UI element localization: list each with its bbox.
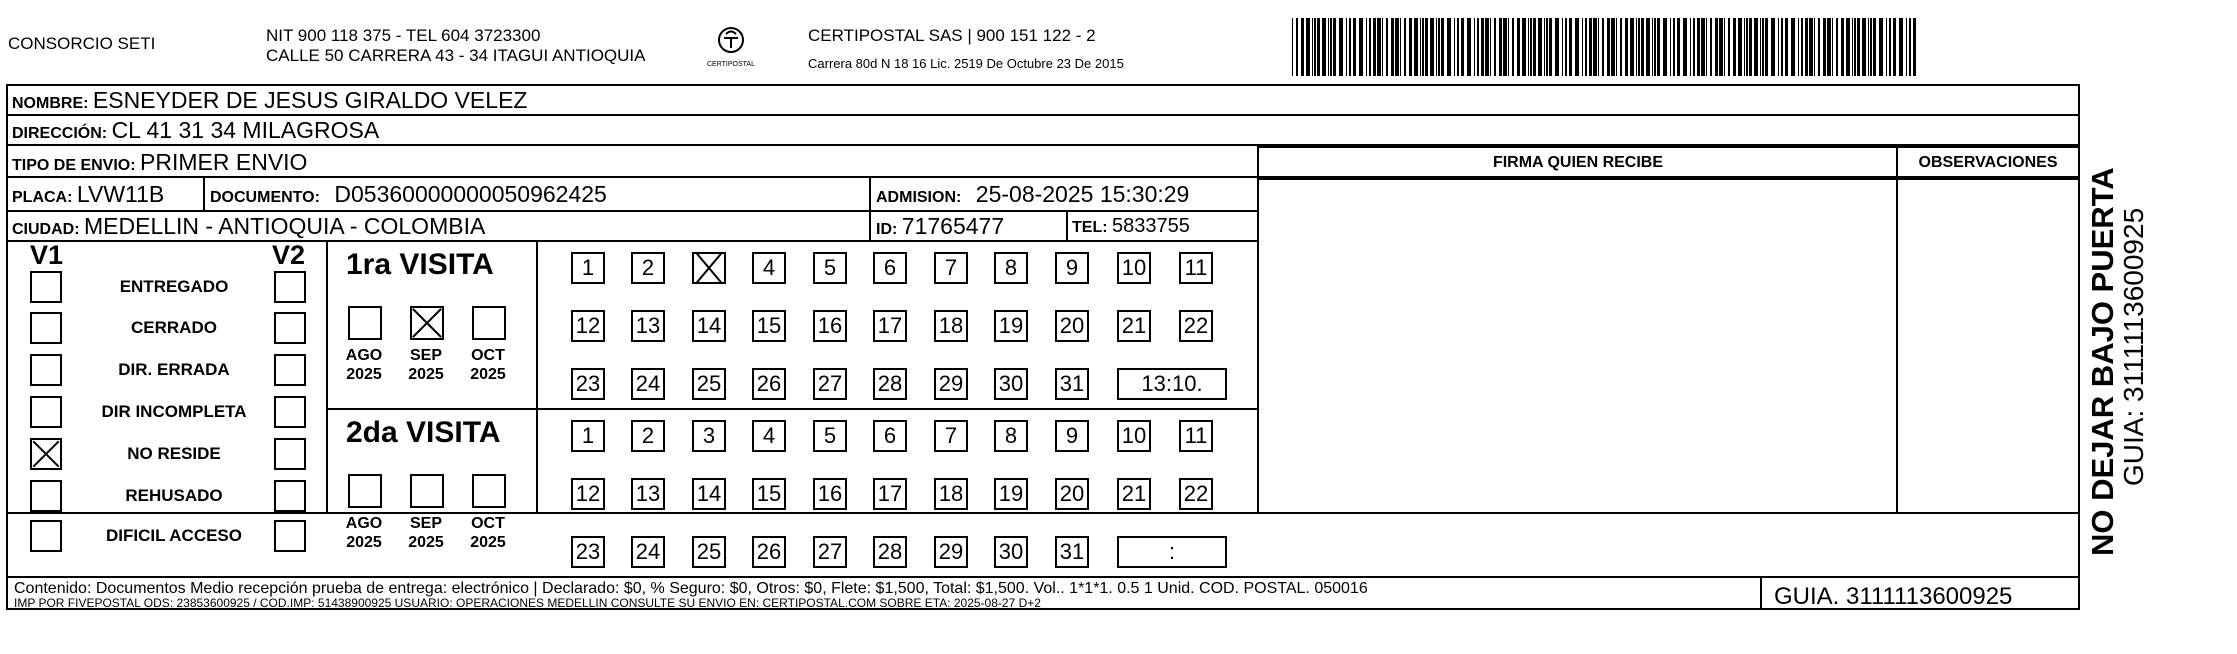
second-visit-month-label: AGO 2025 <box>345 515 383 551</box>
barcode-bar <box>1646 18 1650 76</box>
placa-label: PLACA: <box>12 189 73 206</box>
second-visit-day-box[interactable]: 31 <box>1055 536 1089 568</box>
first-visit-day-box[interactable]: 30 <box>994 368 1028 400</box>
barcode-bar <box>1349 18 1351 76</box>
first-visit-day-box[interactable]: 23 <box>571 368 605 400</box>
second-visit-day-box[interactable]: 30 <box>994 536 1028 568</box>
barcode-bar <box>1582 18 1583 76</box>
second-visit-day-box[interactable]: 27 <box>813 536 847 568</box>
barcode-bar <box>1846 18 1850 76</box>
barcode-bar <box>1746 18 1748 76</box>
firma-label: FIRMA QUIEN RECIBE <box>1492 154 1664 171</box>
barcode-bar <box>1818 18 1820 76</box>
barcode-bar <box>1652 18 1653 76</box>
barcode-bar <box>1791 18 1795 76</box>
first-visit-day-box[interactable]: 20 <box>1055 310 1089 342</box>
barcode-bar <box>1771 18 1775 76</box>
barcode-bar <box>1852 18 1853 76</box>
barcode-bar <box>1854 18 1856 76</box>
barcode-bar <box>1328 18 1329 76</box>
v2-checkbox[interactable] <box>274 438 306 470</box>
first-visit-day-box[interactable]: 5 <box>813 252 847 284</box>
barcode-bar <box>1457 18 1459 76</box>
barcode-bar <box>1359 18 1363 76</box>
first-visit-day-box[interactable]: 31 <box>1055 368 1089 400</box>
barcode <box>1290 18 1922 78</box>
documento-cell <box>210 181 607 208</box>
barcode-bar <box>1544 18 1545 76</box>
barcode-bar <box>1909 18 1911 76</box>
barcode-bar <box>1555 18 1559 76</box>
barcode-bar <box>1607 18 1610 76</box>
barcode-bar <box>1430 18 1434 76</box>
barcode-bar <box>1893 18 1896 76</box>
barcode-bar <box>1546 18 1548 76</box>
ciudad-value: MEDELLIN - ANTIOQUIA - COLOMBIA <box>84 213 486 239</box>
barcode-bar <box>1292 18 1293 76</box>
barcode-bar <box>1425 18 1428 76</box>
barcode-bar <box>1306 18 1310 76</box>
barcode-bar <box>1322 18 1326 76</box>
first-visit-day-box[interactable]: 14 <box>692 310 726 342</box>
second-visit-label: 2da VISITA <box>346 416 501 449</box>
barcode-bar <box>1490 18 1491 76</box>
id-cell <box>876 213 1004 240</box>
status-label: DIR. ERRADA <box>118 360 230 379</box>
second-visit-day-box[interactable]: 20 <box>1055 478 1089 510</box>
barcode-bar <box>1339 18 1343 76</box>
barcode-bar <box>1654 18 1656 76</box>
barcode-bar <box>1485 18 1489 76</box>
second-visit-day-box[interactable]: 2 <box>631 420 665 452</box>
second-visit-day-box[interactable]: 18 <box>934 478 968 510</box>
admision-value: 25-08-2025 15:30:29 <box>975 181 1190 207</box>
barcode-bar <box>1724 18 1725 76</box>
ciudad-label: CIUDAD: <box>12 221 80 238</box>
second-visit-day-box[interactable]: 12 <box>571 478 605 510</box>
id-label: ID: <box>876 221 898 238</box>
nombre-row <box>12 87 527 114</box>
second-visit-month-label: OCT 2025 <box>470 515 506 551</box>
barcode-bar <box>1386 18 1388 76</box>
first-visit-month-box[interactable] <box>348 306 382 340</box>
footer-imp: IMP POR FIVEPOSTAL ODS: 23853600925 / COD.IMP: 51438900925 USUARIO: OPERACIONES MEDELLIN CONSULTE SU ENVIO EN: CERTIPOSTAL.COM SOBRE ETA: 2025-08-27 D+2 <box>14 596 1041 610</box>
first-visit-label: 1ra VISITA <box>346 248 494 281</box>
barcode-bar <box>1296 18 1298 76</box>
status-label: ENTREGADO <box>119 277 229 296</box>
certipostal-line: CERTIPOSTAL SAS | 900 151 122 - 2 <box>808 26 1096 45</box>
v1-label: V1 <box>30 240 64 270</box>
first-visit-day-box[interactable]: 27 <box>813 368 847 400</box>
barcode-bar <box>1841 18 1844 76</box>
barcode-bar <box>1701 18 1705 76</box>
first-visit-time-box[interactable]: 13:10. <box>1117 368 1227 400</box>
second-visit-month-box[interactable] <box>472 474 506 508</box>
second-visit-day-box[interactable]: 29 <box>934 536 968 568</box>
barcode-bar <box>1733 18 1736 76</box>
first-visit-day-box[interactable]: 2 <box>631 252 665 284</box>
barcode-bar <box>1832 18 1833 76</box>
barcode-bar <box>1562 18 1563 76</box>
tel-label: TEL: <box>1072 219 1108 236</box>
barcode-bar <box>1625 18 1628 76</box>
logo-text: CERTIPOSTAL <box>707 61 755 68</box>
barcode-bar <box>1400 18 1401 76</box>
barcode-bar <box>1533 18 1536 76</box>
v2-checkbox[interactable] <box>274 312 306 344</box>
license-line: Carrera 80d N 18 16 Lic. 2519 De Octubre 23 De 2015 <box>808 56 1124 71</box>
barcode-bar <box>1377 18 1381 76</box>
barcode-bar <box>1636 18 1637 76</box>
v2-checkbox[interactable] <box>274 396 306 428</box>
barcode-bar <box>1528 18 1529 76</box>
second-visit-month-box[interactable] <box>410 474 444 508</box>
second-visit-day-box[interactable]: 17 <box>873 478 907 510</box>
barcode-bar <box>1611 18 1615 76</box>
v1-checkbox[interactable] <box>30 354 62 386</box>
barcode-bar <box>1575 18 1579 76</box>
v1-checkbox[interactable] <box>30 271 62 303</box>
barcode-bar <box>1827 18 1831 76</box>
second-visit-day-box[interactable]: 25 <box>692 536 726 568</box>
documento-value: D05360000000050962425 <box>334 181 607 207</box>
first-visit-day-box[interactable]: 19 <box>994 310 1028 342</box>
barcode-bar <box>1569 18 1572 76</box>
second-visit-day-box[interactable]: 9 <box>1055 420 1089 452</box>
barcode-bar <box>1353 18 1356 76</box>
second-visit-month-box[interactable] <box>348 474 382 508</box>
second-visit-day-box[interactable]: 28 <box>873 536 907 568</box>
barcode-bar <box>1715 18 1718 76</box>
barcode-bar <box>1508 18 1509 76</box>
barcode-bar <box>1870 18 1872 76</box>
footer-content: Contenido: Documentos Medio recepción prueba de entrega: electrónico | Declarado: $0, % Seguro: $0, Otros: $0, Flete: $1,500, Total: $1,500. Vol.. 1*1*1. 0.5 1 Unid. COD. POSTAL. 050016 <box>14 580 1368 597</box>
second-visit-day-box[interactable]: 4 <box>752 420 786 452</box>
placa-cell <box>12 181 164 208</box>
barcode-bar <box>1522 18 1526 76</box>
barcode-bar <box>1670 18 1671 76</box>
barcode-bar <box>1749 18 1752 76</box>
barcode-bar <box>1474 18 1475 76</box>
barcode-bar <box>1836 18 1838 76</box>
direccion-value: CL 41 31 34 MILAGROSA <box>111 117 380 143</box>
barcode-bar <box>1549 18 1552 76</box>
barcode-bar <box>1477 18 1479 76</box>
barcode-bar <box>1765 18 1768 76</box>
barcode-bar <box>1778 18 1779 76</box>
barcode-bar <box>1616 18 1617 76</box>
first-visit-day-box[interactable]: 29 <box>934 368 968 400</box>
v1-checkbox[interactable] <box>30 312 62 344</box>
barcode-bar <box>1805 18 1808 76</box>
barcode-bar <box>1801 18 1803 76</box>
barcode-bar <box>1585 18 1587 76</box>
barcode-bar <box>1785 18 1788 76</box>
barcode-bar <box>1312 18 1313 76</box>
barcode-bar <box>1781 18 1783 76</box>
barcode-bar <box>1503 18 1507 76</box>
barcode-bar <box>1693 18 1695 76</box>
nombre-label: NOMBRE: <box>12 95 89 112</box>
second-visit-day-box[interactable]: 7 <box>934 420 968 452</box>
barcode-bar <box>1467 18 1471 76</box>
first-visit-day-box[interactable]: 24 <box>631 368 665 400</box>
v2-checkbox[interactable] <box>274 520 306 552</box>
barcode-bar <box>1906 18 1907 76</box>
barcode-bar <box>1420 18 1421 76</box>
barcode-bar <box>1391 18 1394 76</box>
second-visit-day-box[interactable]: 3 <box>692 420 726 452</box>
first-visit-day-box[interactable]: 15 <box>752 310 786 342</box>
barcode-bar <box>1886 18 1887 76</box>
barcode-bar <box>1441 18 1444 76</box>
barcode-bar <box>1438 18 1440 76</box>
first-visit-month-box[interactable] <box>410 306 444 340</box>
side-warning: NO DEJAR BAJO PUERTA <box>2085 167 2120 556</box>
first-visit-day-box[interactable]: 4 <box>752 252 786 284</box>
barcode-bar <box>1697 18 1700 76</box>
barcode-bar <box>1436 18 1437 76</box>
barcode-bar <box>1728 18 1730 76</box>
first-visit-day-box[interactable]: 8 <box>994 252 1028 284</box>
admision-label: ADMISION: <box>876 189 962 206</box>
first-visit-day-box[interactable]: 28 <box>873 368 907 400</box>
barcode-bar <box>1373 18 1376 76</box>
barcode-bar <box>1706 18 1707 76</box>
second-visit-day-box[interactable]: 11 <box>1179 420 1213 452</box>
barcode-bar <box>1798 18 1799 76</box>
barcode-bar <box>1862 18 1866 76</box>
barcode-bar <box>1366 18 1367 76</box>
tel-value: 5833755 <box>1112 215 1190 237</box>
admision-cell <box>876 181 1189 208</box>
barcode-bar <box>1382 18 1383 76</box>
second-visit-day-box[interactable]: 5 <box>813 420 847 452</box>
second-visit-time-box[interactable]: : <box>1117 536 1227 568</box>
tipo-label: TIPO DE ENVIO: <box>12 157 136 174</box>
second-visit-day-box[interactable]: 23 <box>571 536 605 568</box>
barcode-bar <box>1879 18 1883 76</box>
tipo-value: PRIMER ENVIO <box>140 149 308 175</box>
barcode-bar <box>1602 18 1604 76</box>
documento-label: DOCUMENTO: <box>210 189 320 206</box>
second-visit-day-box[interactable]: 16 <box>813 478 847 510</box>
tel-cell <box>1072 215 1190 238</box>
v2-checkbox[interactable] <box>274 271 306 303</box>
v1-checkbox[interactable] <box>30 438 62 470</box>
second-visit-day-box[interactable]: 19 <box>994 478 1028 510</box>
barcode-bar <box>1565 18 1567 76</box>
barcode-bar <box>1422 18 1424 76</box>
barcode-bar <box>1638 18 1640 76</box>
second-visit-month-label: SEP 2025 <box>408 515 444 551</box>
barcode-bar <box>1404 18 1406 76</box>
status-label: NO RESIDE <box>127 444 221 463</box>
first-visit-day-box[interactable]: 17 <box>873 310 907 342</box>
barcode-bar <box>1744 18 1745 76</box>
barcode-bar <box>1899 18 1903 76</box>
barcode-bar <box>1593 18 1597 76</box>
placa-value: LVW11B <box>76 181 165 207</box>
footer-guia: GUIA. 3111113600925 <box>1774 583 2013 610</box>
barcode-bar <box>1663 18 1667 76</box>
second-visit-day-box[interactable]: 21 <box>1117 478 1151 510</box>
first-visit-day-box[interactable]: 16 <box>813 310 847 342</box>
barcode-bar <box>1673 18 1675 76</box>
barcode-bar <box>1868 18 1869 76</box>
first-visit-day-box[interactable]: 26 <box>752 368 786 400</box>
company-name: CONSORCIO SETI <box>8 34 156 53</box>
second-visit-day-box[interactable]: 1 <box>571 420 605 452</box>
barcode-bar <box>1641 18 1644 76</box>
first-visit-day-box[interactable]: 22 <box>1179 310 1213 342</box>
first-visit-day-box[interactable]: 1 <box>571 252 605 284</box>
second-visit-day-box[interactable]: 6 <box>873 420 907 452</box>
barcode-bar <box>1530 18 1532 76</box>
barcode-bar <box>1598 18 1599 76</box>
barcode-bar <box>1823 18 1826 76</box>
barcode-bar <box>1330 18 1332 76</box>
first-visit-day-box[interactable]: 21 <box>1117 310 1151 342</box>
first-visit-day-box[interactable]: 9 <box>1055 252 1089 284</box>
barcode-bar <box>1738 18 1742 76</box>
second-visit-day-box[interactable]: 24 <box>631 536 665 568</box>
barcode-bar <box>1630 18 1634 76</box>
barcode-bar <box>1857 18 1860 76</box>
barcode-bar <box>1657 18 1660 76</box>
second-visit-day-box[interactable]: 15 <box>752 478 786 510</box>
first-visit-day-box[interactable]: 10 <box>1117 252 1151 284</box>
status-label: DIFICIL ACCESO <box>105 526 242 545</box>
first-visit-month-label: AGO 2025 <box>345 347 383 383</box>
first-visit-day-box[interactable]: 6 <box>873 252 907 284</box>
barcode-bar <box>1913 18 1916 76</box>
second-visit-day-box[interactable]: 14 <box>692 478 726 510</box>
certipostal-logo <box>702 24 760 70</box>
barcode-bar <box>1814 18 1815 76</box>
v1-checkbox[interactable] <box>30 396 62 428</box>
side-guia: GUIA: 3111113600925 <box>2118 207 2149 486</box>
barcode-bar <box>1481 18 1484 76</box>
v1-checkbox[interactable] <box>30 520 62 552</box>
barcode-bar <box>1512 18 1514 76</box>
status-label: REHUSADO <box>125 486 223 505</box>
v2-checkbox[interactable] <box>274 480 306 512</box>
barcode-bar <box>1454 18 1455 76</box>
address-line: CALLE 50 CARRERA 43 - 34 ITAGUI ANTIOQUIA <box>266 46 646 65</box>
barcode-bar <box>1494 18 1496 76</box>
barcode-bar <box>1690 18 1691 76</box>
barcode-bar <box>1499 18 1502 76</box>
barcode-bar <box>1409 18 1412 76</box>
barcode-bar <box>1873 18 1876 76</box>
nit-line: NIT 900 118 375 - TEL 604 3723300 <box>266 26 541 45</box>
first-visit-month-box[interactable] <box>472 306 506 340</box>
barcode-bar <box>1809 18 1813 76</box>
direccion-row <box>12 117 379 144</box>
v1-checkbox[interactable] <box>30 480 62 512</box>
v2-label: V2 <box>272 240 306 270</box>
barcode-bar <box>1414 18 1418 76</box>
first-visit-day-box[interactable]: 12 <box>571 310 605 342</box>
barcode-bar <box>1369 18 1371 76</box>
barcode-bar <box>1677 18 1680 76</box>
barcode-bar <box>1762 18 1764 76</box>
barcode-bar <box>1760 18 1761 76</box>
barcode-bar <box>1346 18 1347 76</box>
second-visit-day-box[interactable]: 13 <box>631 478 665 510</box>
barcode-bar <box>1889 18 1891 76</box>
barcode-bar <box>1333 18 1336 76</box>
barcode-bar <box>1461 18 1464 76</box>
barcode-bar <box>1683 18 1687 76</box>
barcode-bar <box>1589 18 1592 76</box>
nombre-value: ESNEYDER DE JESUS GIRALDO VELEZ <box>92 87 528 113</box>
first-visit-month-label: OCT 2025 <box>470 347 506 383</box>
id-value: 71765477 <box>901 213 1005 239</box>
second-visit-day-box[interactable]: 22 <box>1179 478 1213 510</box>
status-label: CERRADO <box>131 318 217 337</box>
first-visit-day-box[interactable]: 13 <box>631 310 665 342</box>
ciudad-cell <box>12 213 485 240</box>
v2-checkbox[interactable] <box>274 354 306 386</box>
observaciones-label: OBSERVACIONES <box>1918 154 2058 171</box>
first-visit-day-box[interactable]: 7 <box>934 252 968 284</box>
barcode-bar <box>1517 18 1520 76</box>
barcode-bar <box>1719 18 1723 76</box>
barcode-bar <box>1447 18 1451 76</box>
barcode-bar <box>1314 18 1316 76</box>
barcode-bar <box>1754 18 1758 76</box>
barcode-bar <box>1538 18 1542 76</box>
barcode-bar <box>1301 18 1304 76</box>
first-visit-day-box[interactable]: 25 <box>692 368 726 400</box>
second-visit-day-box[interactable]: 8 <box>994 420 1028 452</box>
barcode-bar <box>1395 18 1399 76</box>
first-visit-day-box[interactable]: 18 <box>934 310 968 342</box>
barcode-bar <box>1317 18 1320 76</box>
first-visit-month-label: SEP 2025 <box>408 347 444 383</box>
second-visit-day-box[interactable]: 26 <box>752 536 786 568</box>
direccion-label: DIRECCIÓN: <box>12 125 108 142</box>
status-label: DIR INCOMPLETA <box>101 402 247 421</box>
barcode-bar <box>1620 18 1622 76</box>
first-visit-day-box[interactable]: 11 <box>1179 252 1213 284</box>
barcode-bar <box>1710 18 1712 76</box>
second-visit-day-box[interactable]: 10 <box>1117 420 1151 452</box>
first-visit-day-box[interactable] <box>692 252 726 284</box>
tipo-row <box>12 149 307 176</box>
